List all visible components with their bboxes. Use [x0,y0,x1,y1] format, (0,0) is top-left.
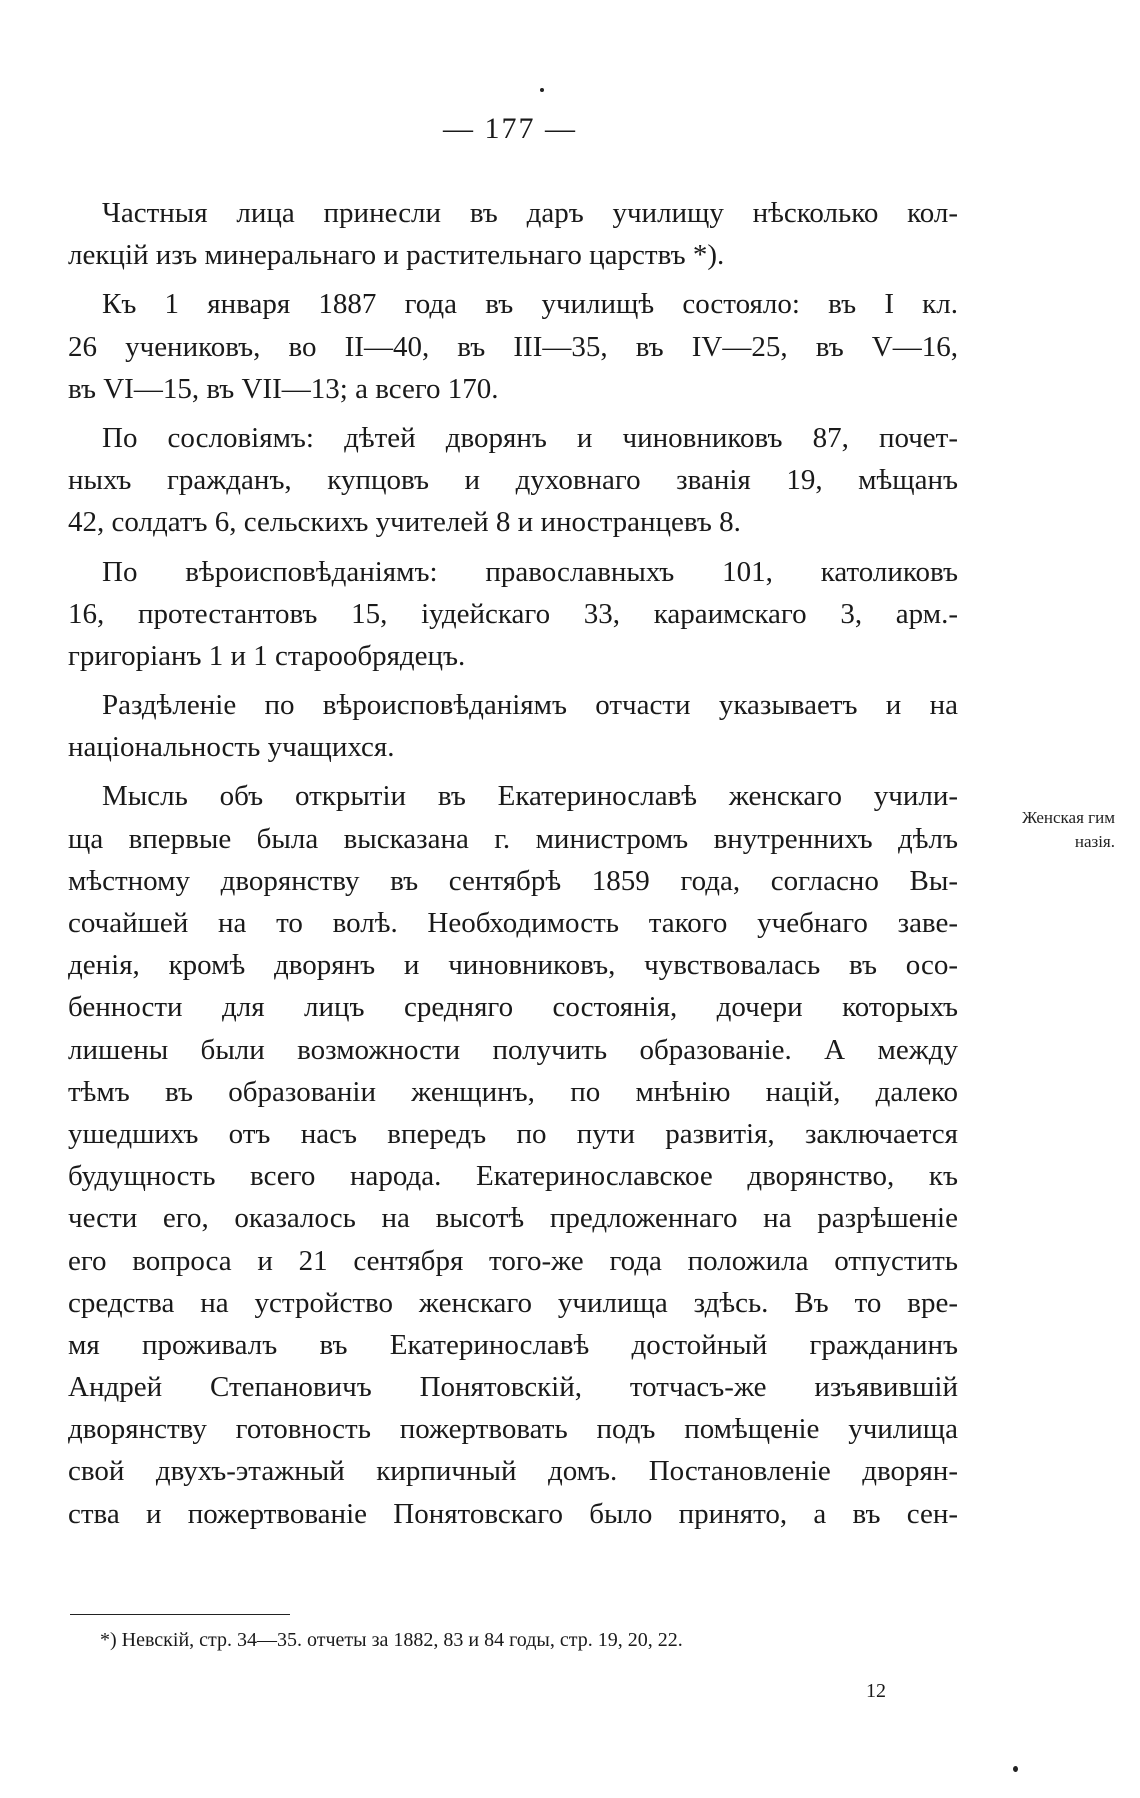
footnote-divider [70,1614,290,1615]
text-line: лишены были возможности получить образованіе. А между [68,1033,958,1066]
paragraph-religions [68,551,958,678]
ink-speck [1013,1766,1018,1772]
text-line: Къ 1 января 1887 года въ училищѣ состояло: въ I кл. [102,288,958,321]
text-line: Мысль объ открытіи въ Екатеринославѣ женскаго учили- [102,780,958,813]
text-line: чести его, оказалось на высотѣ предложеннаго на разрѣшеніе [68,1202,958,1235]
text-line: въ VI—15, въ VII—13; а всего 170. [68,372,499,405]
page-number: — 177 — [443,112,577,145]
text-line: лекцій изъ минеральнаго и растительнаго царствъ *). [68,239,725,272]
margin-note-line: назія. [1074,832,1115,851]
ink-speck [540,88,544,92]
signature-mark: 12 [866,1680,886,1702]
text-line: 26 учениковъ, во II—40, въ III—35, въ IV—25, въ V—16, [68,330,958,363]
paragraph-estates [68,417,958,544]
text-line: 16, протестантовъ 15, іудейскаго 33, караимскаго 3, арм.- [68,597,958,630]
text-line: По вѣроисповѣданіямъ: православныхъ 101, католиковъ [102,555,958,588]
margin-note [965,806,1115,854]
text-line: его вопроса и 21 сентября того-же года положила отпустить [68,1244,958,1277]
text-line: сочайшей на то волѣ. Необходимость такого учебнаго заве- [68,907,958,939]
text-line: ныхъ гражданъ, купцовъ и духовнаго званія 19, мѣщанъ [68,464,958,497]
text-line: мя проживалъ въ Екатеринославѣ достойный гражданинъ [68,1328,958,1361]
text-line: дворянству готовность пожертвовать подъ помѣщеніе училища [68,1413,958,1446]
text-line: ушедшихъ отъ насъ впередъ по пути развитія, заключается [68,1117,958,1150]
text-line: національность учащихся. [68,731,395,764]
text-line: Раздѣленіе по вѣроисповѣданіямъ отчасти указываетъ и на [102,689,958,722]
text-line: будущность всего народа. Екатеринославское дворянство, къ [68,1160,958,1193]
text-line: ства и пожертвованіе Понятовскаго было принято, а въ сен- [68,1497,958,1530]
text-line: григоріанъ 1 и 1 старообрядецъ. [68,639,466,672]
footnote: *) Невскій, стр. 34—35. отчеты за 1882, 83 и 84 годы, стр. 19, 20, 22. [100,1629,683,1651]
main-text [68,192,958,1535]
paragraph-enrollment [68,283,958,410]
text-line: средства на устройство женскаго училища здѣсь. Въ то вре- [68,1286,958,1319]
text-line: денія, кромѣ дворянъ и чиновниковъ, чувствовалась въ осо- [68,949,958,982]
paragraph-nationality [68,684,958,768]
paragraph-gymnasium-history [68,775,958,1534]
text-line: ща впервые была высказана г. министромъ внутреннихъ дѣлъ [68,822,958,855]
text-line: По сословіямъ: дѣтей дворянъ и чиновниковъ 87, почет- [102,421,958,454]
text-line: тѣмъ въ образованіи женщинъ, по мнѣнію націй, далеко [68,1075,958,1108]
margin-note-line: Женская гим [1021,808,1115,827]
text-line: 42, солдатъ 6, сельскихъ учителей 8 и иностранцевъ 8. [68,506,741,539]
text-line: свой двухъ-этажный кирпичный домъ. Постановленіе дворян- [68,1455,958,1488]
text-line: Частныя лица принесли въ даръ училищу нѣсколько кол- [102,197,958,229]
text-line: мѣстному дворянству въ сентябрѣ 1859 года, согласно Вы- [68,864,958,897]
text-line: бенности для лицъ средняго состоянія, дочери которыхъ [68,991,958,1024]
text-line: Андрей Степановичъ Понятовскій, тотчасъ-же изъявившій [68,1371,958,1404]
paragraph-donations [68,192,958,276]
